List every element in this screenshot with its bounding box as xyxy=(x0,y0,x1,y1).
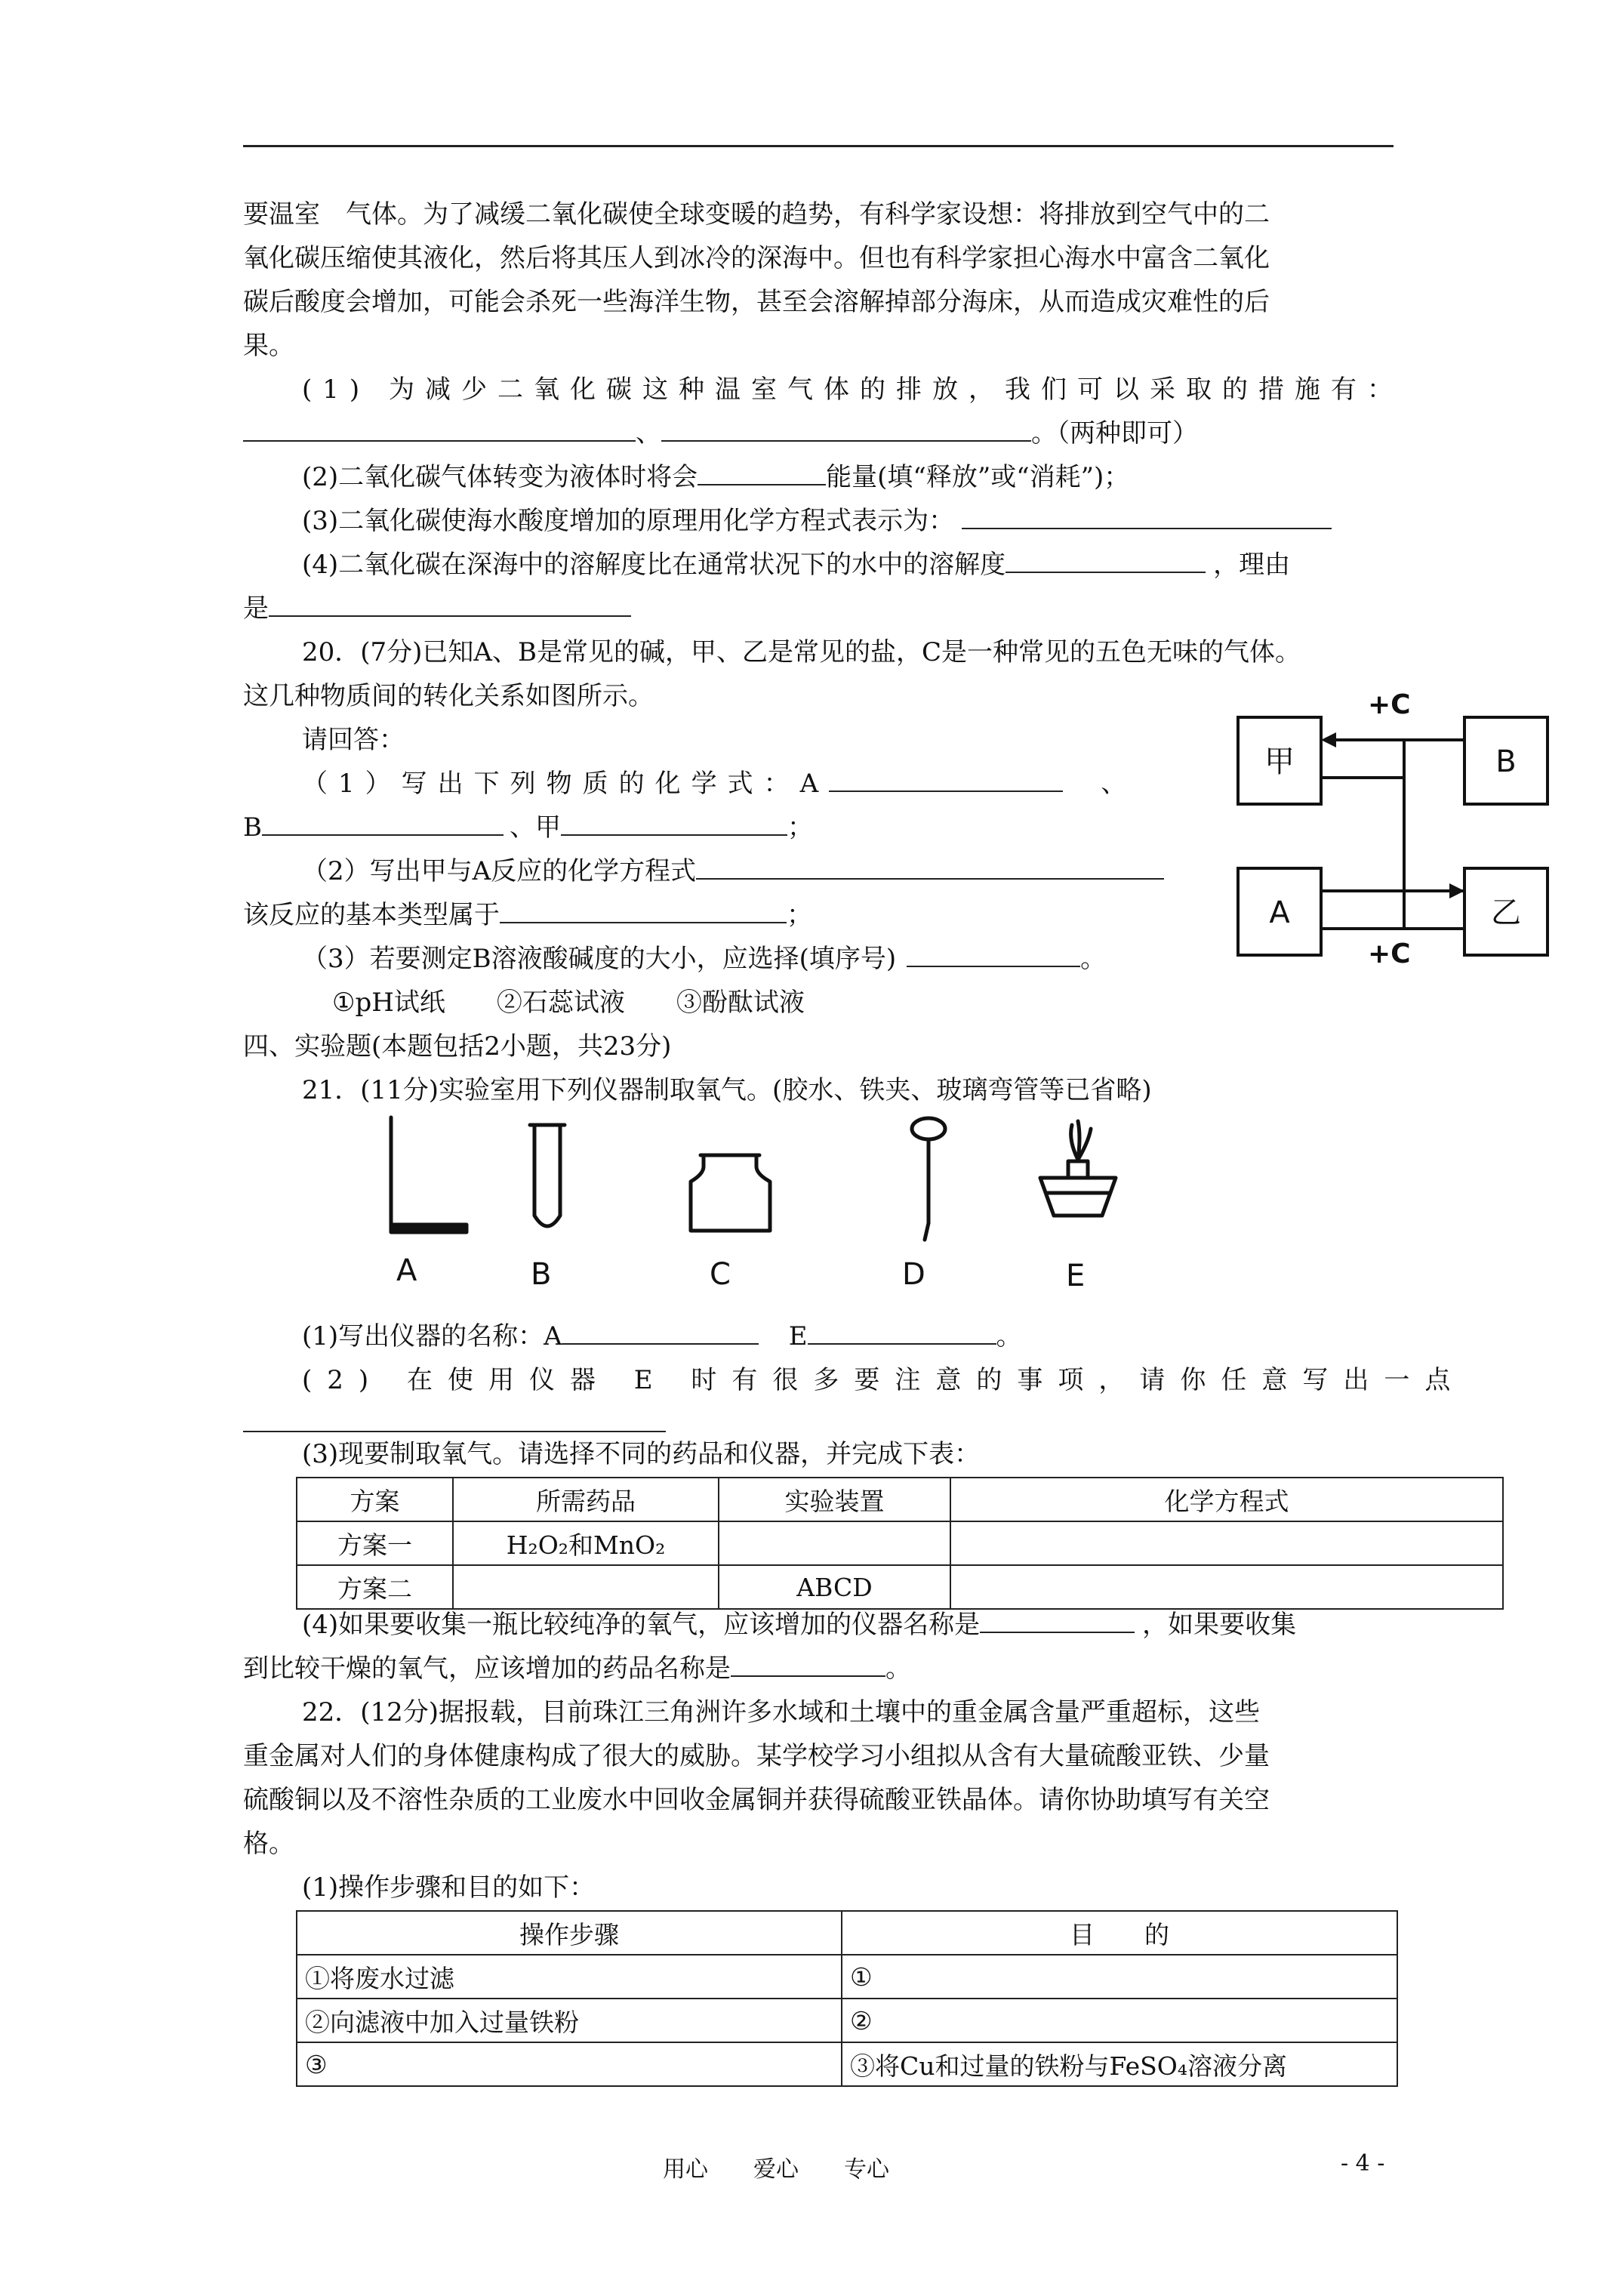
q21-part2 xyxy=(302,1364,1465,1397)
q21-part3: (3)现要制取氧气。请选择不同的药品和仪器，并完成下表： xyxy=(302,1439,981,1469)
table-row xyxy=(297,2042,1397,2086)
q21-table-header xyxy=(297,1478,1503,1521)
q21-e-name-blank[interactable] xyxy=(808,1321,996,1345)
diagram-b: B xyxy=(1495,744,1517,779)
q21-part4-text-c: 到比较干燥的氧气，应该增加的药品名称是 xyxy=(243,1653,731,1684)
diagram-a: A xyxy=(1269,895,1290,930)
q22-row2-purpose[interactable]: ② xyxy=(842,1999,1397,2042)
q20-line-6 xyxy=(302,855,1164,888)
q20-line-1: 20．(7分)已知A、B是常见的碱，甲、乙是常见的盐，C是一种常见的五色无味的气体。 xyxy=(302,637,1301,667)
q22-table-header xyxy=(297,1911,1397,1955)
q20-line-8-end: 。 xyxy=(1080,944,1107,974)
q19-part2-text-a: (2)二氧化碳气体转变为液体时将会 xyxy=(302,462,698,492)
q21-row2-reagents[interactable] xyxy=(453,1565,719,1609)
q22-row1-purpose[interactable]: ① xyxy=(842,1955,1397,1999)
q22-line-2: 重金属对人们的身体健康构成了很大的威胁。某学校学习小组拟从含有大量硫酸亚铁、少量 xyxy=(243,1741,1270,1771)
q21-part2-text: (2) 在使用仪器 E 时有很多要注意的事项，请你任意写出一点 xyxy=(302,1365,1466,1395)
q20-jia-label: 、甲 xyxy=(510,812,561,843)
q20-a-blank[interactable] xyxy=(829,768,1063,792)
q21-row2-apparatus: ABCD xyxy=(719,1565,950,1609)
q19-part3-blank[interactable] xyxy=(962,505,1332,529)
q19-reason-blank[interactable] xyxy=(269,593,631,617)
q19-part4-text-b: ，理由 xyxy=(1213,550,1291,580)
q20-line-3: 请回答： xyxy=(302,725,405,755)
q20-options: ①pH试纸 ②石蕊试液 ③酚酞试液 xyxy=(332,988,805,1018)
q21-part4-cont xyxy=(243,1652,911,1685)
q20-line-4-sep: 、 xyxy=(1101,769,1127,799)
section-4-title: 四、实验题(本题包括2小题，共23分) xyxy=(243,1031,672,1062)
q20-line-7 xyxy=(243,898,812,932)
q22-line-1: 22．(12分)据报载，目前珠江三角洲许多水域和土壤中的重金属含量严重超标，这些 xyxy=(302,1697,1261,1727)
intro-line-1: 要温室 气体。为了减缓二氧化碳使全球变暖的趋势，有科学家设想：将排放到空气中的二 xyxy=(243,199,1270,230)
table-row xyxy=(297,1521,1503,1565)
q22-table xyxy=(296,1910,1398,2087)
q21-part4 xyxy=(302,1608,1296,1641)
q20-b-label: B xyxy=(243,812,262,843)
q22-part1: (1)操作步骤和目的如下： xyxy=(302,1872,596,1903)
q19-part1-answers xyxy=(243,417,1198,450)
q21-part1-e: E xyxy=(788,1321,808,1351)
q21-row1-apparatus[interactable] xyxy=(719,1521,950,1565)
iron-stand-icon xyxy=(391,1117,467,1232)
diagram-jia: 甲 xyxy=(1264,744,1295,779)
table-row xyxy=(297,1999,1397,2042)
q20-choice-blank[interactable] xyxy=(907,943,1080,967)
q21-part2-blank[interactable] xyxy=(243,1408,666,1432)
q20-line-4-text: （1）写出下列物质的化学式：A xyxy=(302,769,830,799)
q21-a-name-blank[interactable] xyxy=(562,1321,759,1345)
q19-part3 xyxy=(302,504,1332,538)
apparatus-label-b: B xyxy=(531,1257,552,1292)
q21-part1-end: 。 xyxy=(996,1321,1022,1351)
gas-bottle-icon xyxy=(691,1155,770,1231)
q20-jia-blank[interactable] xyxy=(561,812,787,836)
table-row xyxy=(297,1565,1503,1609)
q19-part2-text-b: 能量(填“释放”或“消耗”)； xyxy=(826,462,1130,492)
q22-header-purpose: 目 的 xyxy=(842,1911,1397,1955)
q21-row2-plan: 方案二 xyxy=(297,1565,453,1609)
q19-sep: 、 xyxy=(636,418,661,448)
conversion-diagram xyxy=(1223,680,1563,969)
intro-line-3: 碳后酸度会增加，可能会杀死一些海洋生物，甚至会溶解掉部分海床，从而造成灾难性的后 xyxy=(243,287,1270,317)
q19-part2-blank[interactable] xyxy=(698,461,826,485)
q22-row2-step: ②向滤液中加入过量铁粉 xyxy=(297,1999,842,2042)
q19-part4-reason xyxy=(243,592,631,625)
q22-row3-purpose: ③将Cu和过量的铁粉与FeSO₄溶液分离 xyxy=(842,2042,1397,2086)
header-rule xyxy=(243,145,1394,147)
table-row xyxy=(297,1955,1397,1999)
q21-header-plan: 方案 xyxy=(297,1478,453,1521)
q20-line-7-end: ； xyxy=(787,900,812,930)
q20-line-7-text: 该反应的基本类型属于 xyxy=(243,900,500,930)
q20-equation-blank[interactable] xyxy=(696,855,1164,880)
apparatus-label-e: E xyxy=(1066,1259,1086,1293)
q21-part4-text-b: ，如果要收集 xyxy=(1142,1610,1297,1640)
apparatus-label-d: D xyxy=(902,1257,925,1292)
q21-row1-equation[interactable] xyxy=(950,1521,1503,1565)
page-number: - 4 - xyxy=(1341,2150,1385,2177)
q21-instrument-blank[interactable] xyxy=(980,1609,1135,1633)
q21-header-equation: 化学方程式 xyxy=(950,1478,1503,1521)
q21-part1 xyxy=(302,1320,1022,1353)
q20-b-blank[interactable] xyxy=(262,812,504,836)
q19-part4-text-a: (4)二氧化碳在深海中的溶解度比在通常状况下的水中的溶解度 xyxy=(302,550,1006,580)
alcohol-lamp-icon xyxy=(1040,1121,1116,1216)
q21-part1-text: (1)写出仪器的名称：A xyxy=(302,1321,562,1351)
q19-answer-blank-1[interactable] xyxy=(243,418,636,442)
q21-part4-end: 。 xyxy=(885,1653,911,1684)
q19-answer-blank-2[interactable] xyxy=(661,418,1031,442)
q22-row3-step[interactable]: ③ xyxy=(297,2042,842,2086)
q20-line-8 xyxy=(302,942,1106,975)
q21-line-1: 21．(11分)实验室用下列仪器制取氧气。(胶水、铁夹、玻璃弯管等已省略) xyxy=(302,1075,1152,1105)
q19-part1 xyxy=(302,373,1403,406)
q20-line-5-end: ； xyxy=(787,812,813,843)
q20-line-8-text: （3）若要测定B溶液酸碱度的大小，应选择(填序号) xyxy=(302,944,897,974)
apparatus-label-c: C xyxy=(710,1257,731,1292)
q19-part3-text: (3)二氧化碳使海水酸度增加的原理用化学方程式表示为： xyxy=(302,506,955,536)
q20-line-6-text: （2）写出甲与A反应的化学方程式 xyxy=(302,856,697,886)
combustion-spoon-icon xyxy=(912,1118,945,1240)
diagram-c-bottom: +C xyxy=(1368,938,1411,969)
q20-line-4 xyxy=(302,767,1126,800)
q21-header-reagents: 所需药品 xyxy=(453,1478,719,1521)
q20-line-5 xyxy=(243,811,813,844)
q19-part1-end: 。（两种即可） xyxy=(1031,418,1198,448)
q22-line-3: 硫酸铜以及不溶性杂质的工业废水中回收金属铜并获得硫酸亚铁晶体。请你协助填写有关空 xyxy=(243,1785,1270,1815)
test-tube-icon xyxy=(530,1125,565,1226)
q22-line-4: 格。 xyxy=(243,1829,294,1859)
q21-part2-answer xyxy=(243,1407,666,1441)
q21-reagent-blank[interactable] xyxy=(731,1653,885,1677)
q20-type-blank[interactable] xyxy=(500,899,787,923)
intro-line-2: 氧化碳压缩使其液化，然后将其压人到冰冷的深海中。但也有科学家担心海水中富含二氧化 xyxy=(243,243,1270,273)
q21-row1-plan: 方案一 xyxy=(297,1521,453,1565)
q19-part4 xyxy=(302,548,1290,581)
q21-row1-reagents: H₂O₂和MnO₂ xyxy=(453,1521,719,1565)
q21-part4-text-a: (4)如果要收集一瓶比较纯净的氧气，应该增加的仪器名称是 xyxy=(302,1610,981,1640)
intro-line-4: 果。 xyxy=(243,331,294,361)
diagram-c-top: +C xyxy=(1368,689,1411,720)
footer-motto: 用心 爱心 专心 xyxy=(663,2156,889,2183)
q20-line-2: 这几种物质间的转化关系如图所示。 xyxy=(243,681,654,711)
q19-part2 xyxy=(302,461,1129,494)
q22-row1-step: ①将废水过滤 xyxy=(297,1955,842,1999)
apparatus-label-a: A xyxy=(396,1253,417,1288)
q21-row2-equation[interactable] xyxy=(950,1565,1503,1609)
diagram-yi: 乙 xyxy=(1491,895,1521,930)
q21-table xyxy=(296,1477,1504,1610)
q21-header-apparatus: 实验装置 xyxy=(719,1478,950,1521)
q19-part4-text-c: 是 xyxy=(243,593,269,624)
apparatus-figure xyxy=(355,1110,1147,1321)
q19-part1-text: (1) 为减少二氧化碳这种温室气体的排放，我们可以采取的措施有： xyxy=(302,374,1403,405)
q22-header-steps: 操作步骤 xyxy=(297,1911,842,1955)
q19-part4-blank[interactable] xyxy=(1006,549,1206,573)
